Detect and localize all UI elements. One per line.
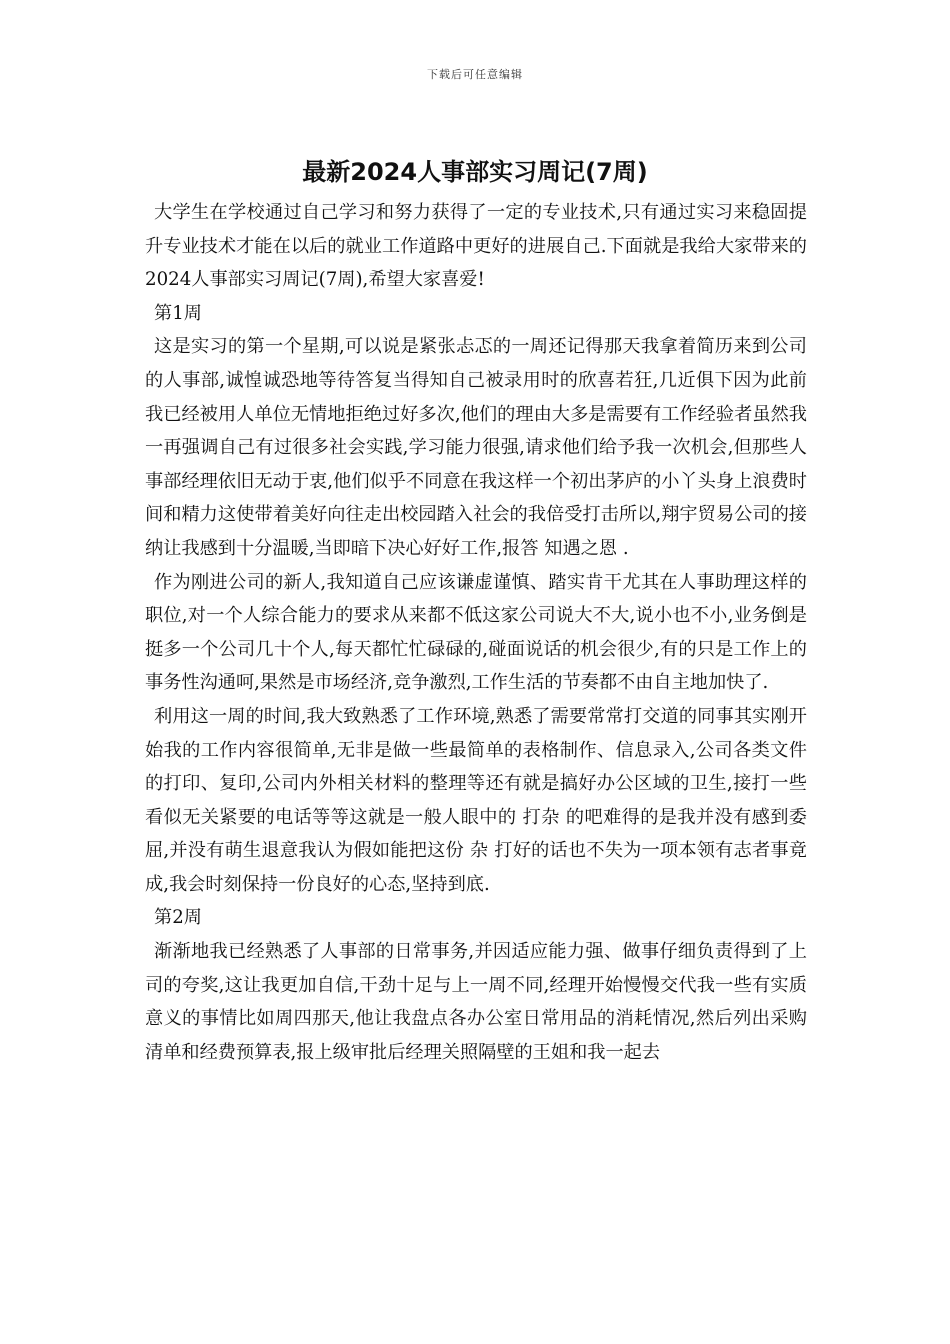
body-paragraph: 渐渐地我已经熟悉了人事部的日常事务,并因适应能力强、做事仔细负责得到了上司的夸奖,这让我更加自信,干劲十足与上一周不同,经理开始慢慢交代我一些有实质意义的事情比如周四那天,他让我盘点各办公室日常用品的消耗情况,然后列出采购清单和经费预算表,报上级审批后经理关照隔壁的王姐和我一起去 <box>145 941 807 1063</box>
intro-paragraph: 大学生在学校通过自己学习和努力获得了一定的专业技术,只有通过实习来稳固提升专业技术才能在以后的就业工作道路中更好的进展自己.下面就是我给大家带来的2024人事部实习周记(7周),希望大家喜爱! <box>145 202 807 291</box>
document-body <box>145 196 807 1069</box>
document-title: 最新2024人事部实习周记(7周) <box>302 158 648 186</box>
week-2-heading: 第2周 <box>154 907 202 929</box>
page-header-note: 下载后可任意编辑 <box>427 68 523 81</box>
body-paragraph: 作为刚进公司的新人,我知道自己应该谦虚谨慎、踏实肯干尤其在人事助理这样的职位,对一个人综合能力的要求从来都不低这家公司说大不大,说小也不小,业务倒是挺多一个公司几十个人,每天都忙忙碌碌的,碰面说话的机会很少,有的只是工作上的事务性沟通呵,果然是市场经济,竞争激烈,工作生活的节奏都不由自主地加快了. <box>145 571 807 694</box>
body-paragraph: 利用这一周的时间,我大致熟悉了工作环境,熟悉了需要常常打交道的同事其实刚开始我的工作内容很简单,无非是做一些最简单的表格制作、信息录入,公司各类文件的打印、复印,公司内外相关材料的整理等还有就是搞好办公区域的卫生,接打一些看似无关紧要的电话等等这就是一般人眼中的 打杂 的吧难得的是我并没有感到委屈,并没有萌生退意我认为假如能把这份 杂 打好的话也不失为一项本领有志者事竟成,我会时刻保持一份良好的心态,坚持到底. <box>145 705 807 895</box>
week-1-heading: 第1周 <box>154 302 202 324</box>
body-paragraph: 这是实习的第一个星期,可以说是紧张忐忑的一周还记得那天我拿着简历来到公司的人事部,诚惶诚恐地等待答复当得知自己被录用时的欣喜若狂,几近俱下因为此前我已经被用人单位无情地拒绝过好多次,他们的理由大多是需要有工作经验者虽然我一再强调自己有过很多社会实践,学习能力很强,请求他们给予我一次机会,但那些人事部经理依旧无动于衷,他们似乎不同意在我这样一个初出茅庐的小丫头身上浪费时间和精力这使带着美好向往走出校园踏入社会的我倍受打击所以,翔宇贸易公司的接纳让我感到十分温暖,当即暗下决心好好工作,报答 知遇之恩 . <box>145 336 807 559</box>
